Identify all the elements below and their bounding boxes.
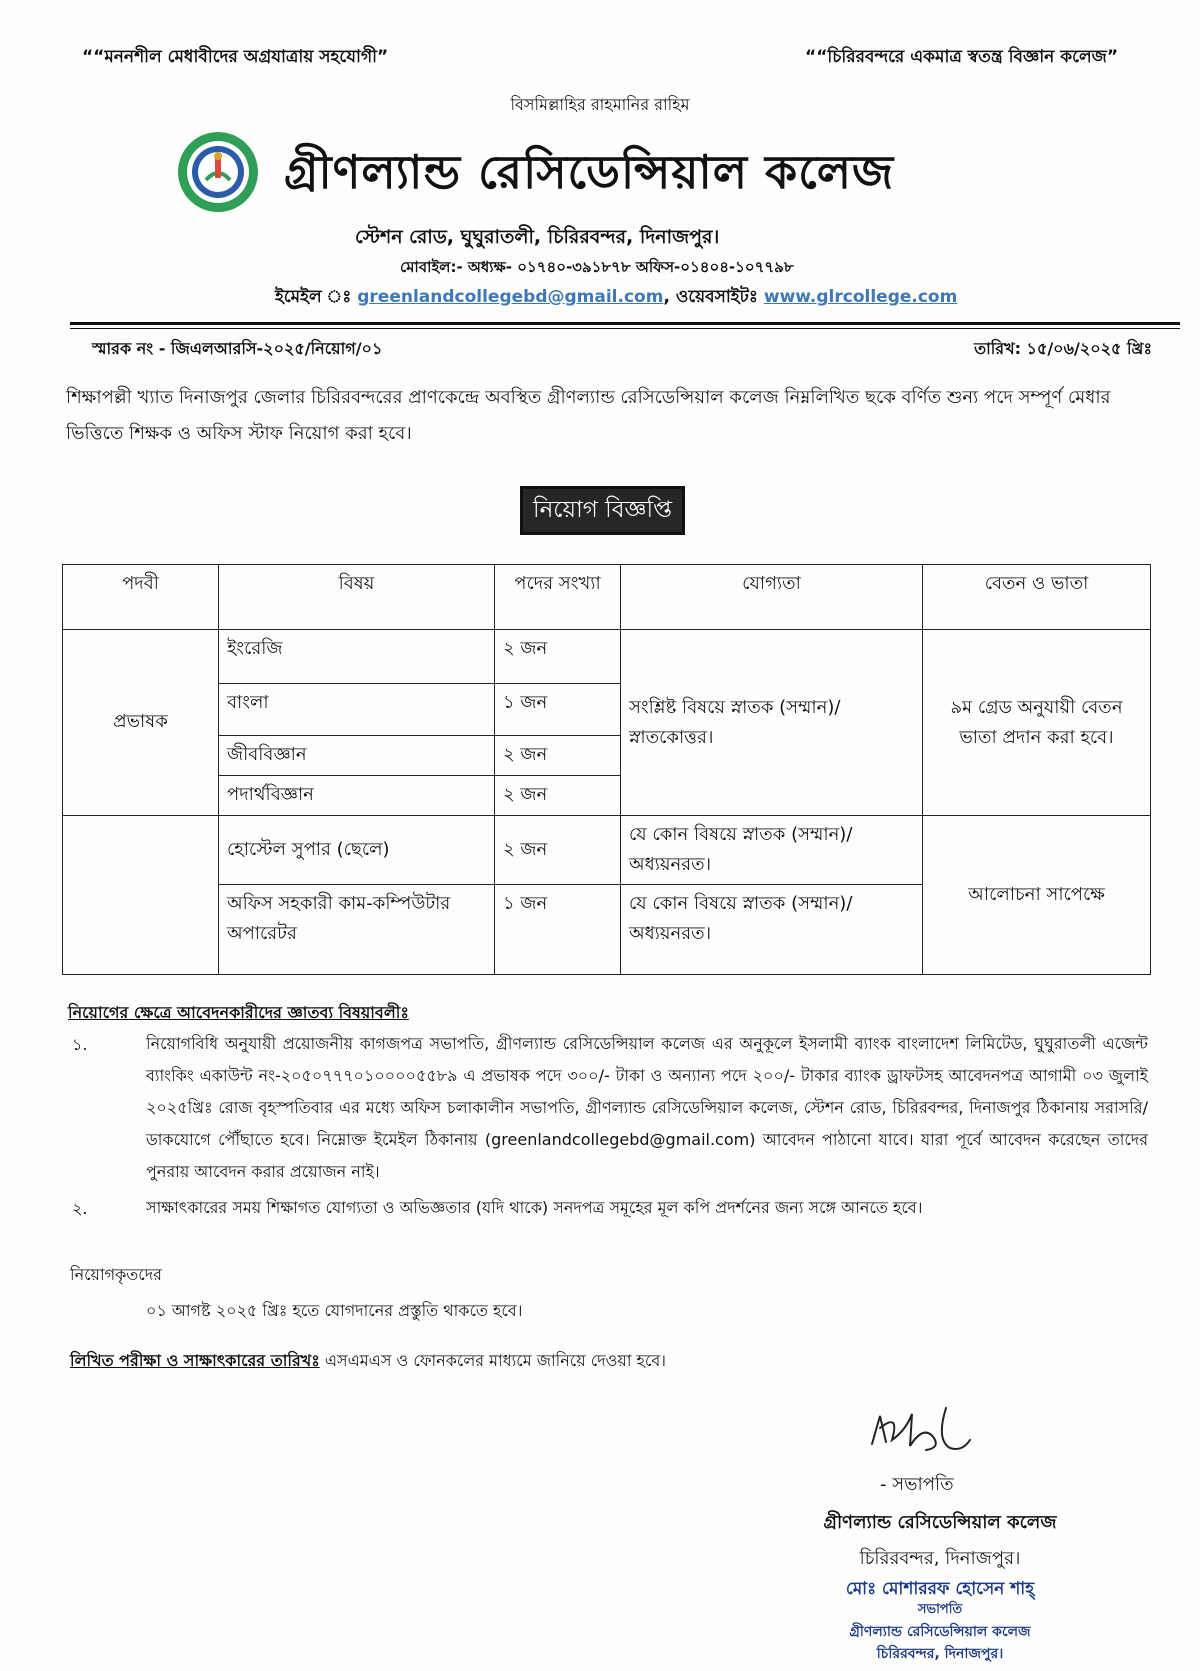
subject-cell: অফিস সহকারী কাম-কম্পিউটার অপারেটর — [219, 885, 495, 975]
col-header-post: পদবী — [63, 565, 219, 630]
college-logo — [176, 130, 260, 214]
note-number: ২. — [72, 1199, 88, 1218]
appointee-label: নিয়োগকৃতদের — [70, 1265, 162, 1284]
website-link[interactable]: www.glrcollege.com — [763, 287, 958, 307]
col-header-salary: বেতন ও ভাতা — [923, 565, 1151, 630]
handwritten-signature — [866, 1400, 976, 1460]
stamp-name: মোঃ মোশাররফ হোসেন শাহ্ — [845, 1579, 1035, 1599]
lecturer-salary: ৯ম গ্রেড অনুযায়ী বেতন ভাতা প্রদান করা হবে। — [923, 630, 1151, 816]
note-text: নিয়োগবিধি অনুযায়ী প্রয়োজনীয় কাগজপত্র সভাপতি, গ্রীণল্যান্ড রেসিডেন্সিয়াল কলেজ এর অনুকূলে ইসলামী ব্যাংক বাংলাদেশ লিমিটেড, ঘুঘুরাতলী এজেন্ট ব্যাংকিং একাউন্ট নং-২০৫০৭৭৭০১০০০০৫৫৮৯ এ প্রভাষক পদে ৩০০/- টাকা ও অন্যান্য পদে ২০০/- টাকার ব্যাংক ড্রাফটসহ আবেদনপত্র আগামী ০৩ জুলাই ২০২৫খ্রিঃ রোজ বৃহস্পতিবার এর মধ্যে অফিস চলাকালীন সভাপতি, গ্রীণল্যান্ড রেসিডেন্সিয়াল কলেজ, স্টেশন রোড, চিরিরবন্দর, দিনাজপুর ঠিকানায় সরাসরি/ডাকযোগে পৌঁছাতে হবে। নিম্নোক্ত ইমেইল ঠিকানায় (greenlandcollegebd@gmail.com) আবেদন পাঠানো যাবে। যারা পূর্বে আবেদন করেছেন তাদের পুনরায় আবেদন করার প্রয়োজন নাই। — [146, 1034, 1148, 1181]
post-staff-empty — [63, 816, 219, 975]
website-label: , ওয়েবসাইটঃ — [663, 287, 758, 307]
bismillah: বিসমিল্লাহির রাহমানির রাহিম — [510, 95, 690, 114]
college-name: গ্রীণল্যান্ড রেসিডেন্সিয়াল কলেজ — [284, 145, 895, 199]
signatory-college: গ্রীণল্যান্ড রেসিডেন্সিয়াল কলেজ — [823, 1512, 1057, 1533]
qualification-cell: যে কোন বিষয়ে স্নাতক (সম্মান)/ অধ্যয়নরত। — [621, 816, 923, 885]
vacancy-table — [62, 564, 1151, 975]
subject-cell: জীববিজ্ঞান — [219, 736, 495, 776]
memo-reference: স্মারক নং - জিএলআরসি-২০২৫/নিয়োগ/০১ — [92, 339, 383, 358]
college-address: স্টেশন রোড, ঘুঘুরাতলী, চিরিরবন্দর, দিনাজপুর। — [355, 226, 720, 248]
stamp-college: গ্রীণল্যান্ড রেসিডেন্সিয়াল কলেজ — [849, 1624, 1031, 1640]
subject-cell: পদার্থবিজ্ঞান — [219, 776, 495, 816]
exam-label: লিখিত পরীক্ষা ও সাক্ষাৎকারের তারিখঃ — [70, 1351, 320, 1370]
intro-paragraph: শিক্ষাপল্লী খ্যাত দিনাজপুর জেলার চিরিরবন্দরের প্রাণকেন্দ্রে অবস্থিত গ্রীণল্যান্ড রেসিডেন্সিয়াল কলেজ নিম্নলিখিত ছকে বর্ণিত শুন্য পদে সম্পূর্ণ মেধার ভিত্তিতে শিক্ষক ও অফিস স্টাফ নিয়োগ করা হবে। — [66, 387, 1111, 444]
count-cell: ২ জন — [495, 776, 621, 816]
subject-cell: হোস্টেল সুপার (ছেলে) — [219, 816, 495, 885]
note-text: সাক্ষাৎকারের সময় শিক্ষাগত যোগ্যতা ও অভিজ্ঞতার (যদি থাকে) সনদপত্র সমূহের মূল কপি প্রদর্শনের জন্য সঙ্গে আনতে হবে। — [146, 1198, 923, 1217]
staff-salary: আলোচনা সাপেক্ষে — [923, 816, 1151, 975]
qualification-cell: যে কোন বিষয়ে স্নাতক (সম্মান)/ অধ্যয়নরত। — [621, 885, 923, 975]
memo-date: তারিখ: ১৫/০৬/২০২৫ খ্রিঃ — [974, 339, 1152, 358]
exam-info — [70, 1348, 666, 1375]
stamp-location: চিরিরবন্দর, দিনাজপুর। — [876, 1646, 1004, 1662]
signatory-title: - সভাপতি — [880, 1474, 954, 1495]
notes-title: নিয়োগের ক্ষেত্রে আবেদনকারীদের জ্ঞাতব্য বিষয়াবলীঃ — [68, 1003, 409, 1022]
post-lecturer: প্রভাষক — [63, 630, 219, 816]
notice-heading: নিয়োগ বিজ্ঞপ্তি — [520, 486, 685, 535]
exam-text: এসএমএস ও ফোনকলের মাধ্যমে জানিয়ে দেওয়া হবে। — [319, 1351, 667, 1370]
appointee-text: ০১ আগষ্ট ২০২৫ খ্রিঃ হতে যোগদানের প্রস্তুতি থাকতে হবে। — [146, 1301, 523, 1320]
email-link[interactable]: greenlandcollegebd@gmail.com — [357, 287, 664, 307]
motto-left: ““মননশীল মেধাবীদের অগ্রযাত্রায় সহযোগী” — [82, 47, 389, 67]
table-header-row — [63, 565, 1151, 630]
subject-cell: ইংরেজি — [219, 630, 495, 684]
signatory-location: চিরিরবন্দর, দিনাজপুর। — [859, 1548, 1021, 1569]
table-row — [63, 816, 1151, 885]
note-number: ১. — [72, 1035, 88, 1054]
col-header-subject: বিষয় — [219, 565, 495, 630]
count-cell: ১ জন — [495, 684, 621, 736]
count-cell: ২ জন — [495, 736, 621, 776]
subject-cell: বাংলা — [219, 684, 495, 736]
signature-icon — [866, 1400, 976, 1460]
header-divider-thick — [70, 322, 1180, 325]
mobile-numbers: মোবাইল:- অধ্যক্ষ- ০১৭৪০-৩৯১৮৭৮ অফিস-০১৪০৪-১০৭৭৯৮ — [400, 258, 794, 276]
table-row — [63, 630, 1151, 684]
email-label: ইমেইল ঃ — [275, 287, 352, 307]
count-cell: ২ জন — [495, 630, 621, 684]
header-divider-thin — [70, 328, 1180, 329]
col-header-count: পদের সংখ্যা — [495, 565, 621, 630]
col-header-qualification: যোগ্যতা — [621, 565, 923, 630]
count-cell: ১ জন — [495, 885, 621, 975]
lecturer-qualification: সংশ্লিষ্ট বিষয়ে স্নাতক (সম্মান)/ স্নাতকোত্তর। — [621, 630, 923, 816]
motto-right: ““চিরিরবন্দরে একমাত্র স্বতন্ত্র বিজ্ঞান কলেজ” — [805, 47, 1118, 67]
contact-line — [275, 284, 957, 312]
stamp-title: সভাপতি — [917, 1602, 963, 1617]
logo-emblem-icon — [176, 130, 260, 214]
count-cell: ২ জন — [495, 816, 621, 885]
